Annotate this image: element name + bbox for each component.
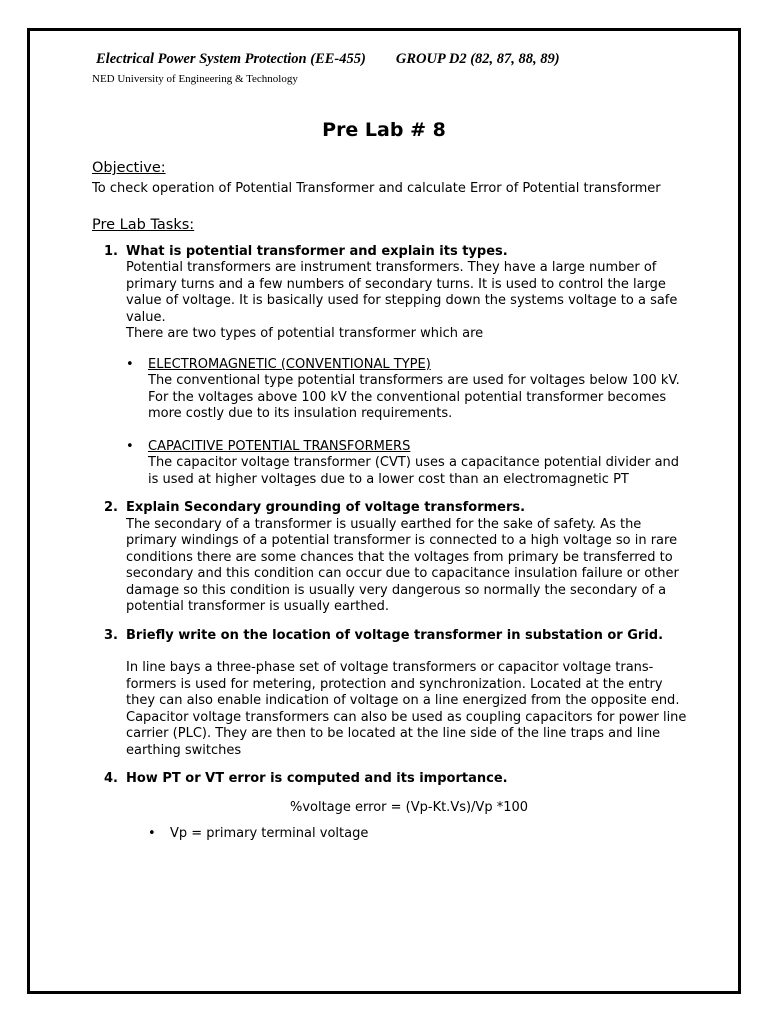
task-question: Explain Secondary grounding of voltage transformers. xyxy=(126,500,526,515)
task-list xyxy=(92,244,692,843)
bullet-icon: • xyxy=(126,438,134,454)
document-header xyxy=(96,51,560,68)
task-answer: Potential transformers are instrument transformers. They have a large number of primary turns and a few numbers of secondary turns. It is used to control the large value of voltage. It is basically used for stepping down the systems voltage to a safe value. xyxy=(126,260,678,325)
task-answer: In line bays a three-phase set of voltage transformers or capacitor voltage trans-formers is used for metering, protection and synchronization. Located at the entry they can also enable indication of voltage on a line energized from the opposite end. Capacitor voltage transformers can also be used as coupling capacitors for power line carrier (PLC). They are then to be located at the line side of the line traps and line earthing switches xyxy=(126,660,687,758)
tasks-heading: Pre Lab Tasks: xyxy=(92,216,195,233)
pt-type-item xyxy=(126,357,692,423)
definition-item xyxy=(126,826,692,843)
task-item-1 xyxy=(92,244,692,489)
task-number: 2. xyxy=(104,500,118,515)
university-name: NED University of Engineering & Technology xyxy=(92,73,298,85)
task-item-3 xyxy=(92,628,692,760)
task-question: What is potential transformer and explain its types. xyxy=(126,243,508,259)
pt-type-title: ELECTROMAGNETIC (CONVENTIONAL TYPE) xyxy=(148,356,431,372)
task-question: How PT or VT error is computed and its importance. xyxy=(126,771,508,786)
pt-type-text: The conventional type potential transformers are used for voltages below 100 kV. For the voltages above 100 kV the conventional potential transformer becomes more costly due to its insulation requirements. xyxy=(148,373,680,421)
formula-definitions xyxy=(126,826,692,843)
task-item-4 xyxy=(92,771,692,843)
pt-type-title: CAPACITIVE POTENTIAL TRANSFORMERS xyxy=(148,438,411,454)
page-title: Pre Lab # 8 xyxy=(322,119,446,141)
task-number: 3. xyxy=(104,627,118,643)
task-item-2 xyxy=(92,500,692,616)
task-answer: The secondary of a transformer is usually earthed for the sake of safety. As the primary windings of a potential transformer is connected to a high voltage so in rare conditions there are some chances that the voltages from primary be transferred to secondary and this condition can occur due to capacitance insulation failure or other damage so this condition is usually very dangerous so normally the secondary of a potential transformer is usually earthed. xyxy=(126,516,679,614)
task-number: 4. xyxy=(104,771,118,786)
task-question: Briefly write on the location of voltage transformer in substation or Grid. xyxy=(126,627,664,643)
page-frame xyxy=(27,28,741,994)
objective-section xyxy=(92,159,692,198)
bullet-icon: • xyxy=(148,826,156,841)
task-answer-continued: There are two types of potential transformer which are xyxy=(126,326,484,341)
group-label: GROUP D2 (82, 87, 88, 89) xyxy=(395,51,560,67)
pt-type-text: The capacitor voltage transformer (CVT) uses a capacitance potential divider and is used at higher voltages due to a lower cost than an electromagnetic PT xyxy=(148,455,680,487)
objective-text: To check operation of Potential Transformer and calculate Error of Potential transformer xyxy=(92,181,661,196)
definition-text: Vp = primary terminal voltage xyxy=(170,826,369,841)
pt-types-list xyxy=(126,357,692,489)
pt-type-item xyxy=(126,439,692,489)
task-number: 1. xyxy=(104,243,118,259)
document-body xyxy=(92,159,692,855)
voltage-error-formula: %voltage error = (Vp-Kt.Vs)/Vp *100 xyxy=(289,799,529,815)
bullet-icon: • xyxy=(126,356,134,372)
objective-heading: Objective: xyxy=(92,160,166,176)
tasks-section xyxy=(92,216,692,843)
course-title: Electrical Power System Protection (EE-455) xyxy=(96,51,366,67)
